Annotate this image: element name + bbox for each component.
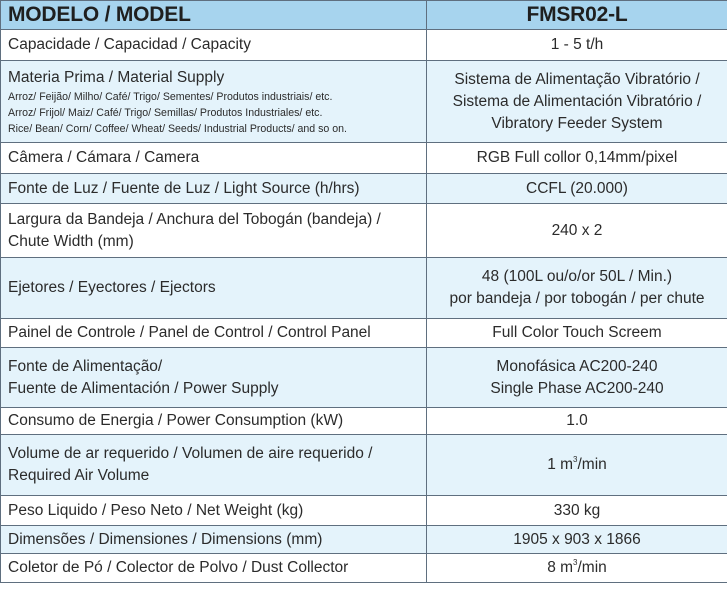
camera-value: RGB Full collor 0,14mm/pixel (427, 143, 727, 174)
row-panel (1, 319, 727, 348)
material-sub-en: Rice/ Bean/ Corn/ Coffee/ Wheat/ Seeds/ Industrial Products/ and so on. (8, 122, 347, 135)
power-value-line1: Monofásica AC200-240 (496, 357, 658, 375)
row-material (1, 61, 727, 143)
ejectors-value-line1: 48 (100L ou/o/or 50L / Min.) (481, 268, 673, 285)
row-consumption (1, 408, 727, 435)
ejectors-value-cell (427, 258, 727, 319)
row-ejectors (1, 258, 727, 319)
dust-label: Coletor de Pó / Colector de Polvo / Dust Collector (1, 554, 427, 583)
header-row (1, 1, 727, 30)
material-value-es: Sistema de Alimentación Vibratório / (452, 92, 702, 110)
material-cell (1, 61, 427, 143)
row-weight (1, 496, 727, 526)
weight-value: 330 kg (427, 496, 727, 526)
consumption-label: Consumo de Energia / Power Consumption (kW) (1, 408, 427, 435)
material-value-pt: Sistema de Alimentação Vibratório / (454, 70, 700, 88)
air-value-unit: /min (577, 456, 607, 473)
material-label: Materia Prima / Material Supply (8, 68, 225, 86)
material-value-en: Vibratory Feeder System (491, 114, 663, 132)
ejectors-value-line2: por bandeja / por tobogán / per chute (449, 290, 705, 307)
light-label: Fonte de Luz / Fuente de Luz / Light Source (h/hrs) (1, 174, 427, 204)
power-value-cell (427, 348, 727, 408)
row-air (1, 435, 727, 496)
dimensions-value: 1905 x 903 x 1866 (427, 526, 727, 554)
chute-value: 240 x 2 (427, 204, 727, 258)
material-value-cell (427, 61, 727, 143)
camera-label: Câmera / Cámara / Camera (1, 143, 427, 174)
row-power (1, 348, 727, 408)
dust-value-exponent: 3 (573, 557, 578, 567)
dimensions-label: Dimensões / Dimensiones / Dimensions (mm) (1, 526, 427, 554)
power-label-cell (1, 348, 427, 408)
air-value (427, 435, 727, 496)
chute-label-line2: Chute Width (mm) (8, 232, 134, 250)
model-header-label: MODELO / MODEL (1, 1, 427, 30)
panel-value: Full Color Touch Screem (427, 319, 727, 348)
ejectors-label: Ejetores / Eyectores / Ejectors (1, 258, 427, 319)
row-light (1, 174, 727, 204)
chute-label-cell (1, 204, 427, 258)
row-capacity (1, 30, 727, 61)
capacity-value: 1 - 5 t/h (427, 30, 727, 61)
light-value: CCFL (20.000) (427, 174, 727, 204)
dust-value-unit: /min (577, 559, 607, 576)
row-dust (1, 554, 727, 583)
weight-label: Peso Liquido / Peso Neto / Net Weight (kg) (1, 496, 427, 526)
power-label-line1: Fonte de Alimentação/ (8, 357, 163, 375)
material-sub-es: Arroz/ Frijol/ Maiz/ Café/ Trigo/ Semillas/ Produtos Industriales/ etc. (8, 106, 323, 119)
air-label-line2: Required Air Volume (8, 467, 150, 484)
air-label-line1: Volume de ar requerido / Volumen de aire requerido / (8, 445, 373, 462)
air-value-number: 1 m (547, 456, 574, 473)
row-dimensions (1, 526, 727, 554)
material-sub-pt: Arroz/ Feijão/ Milho/ Café/ Trigo/ Sementes/ Produtos industriais/ etc. (8, 90, 333, 103)
row-camera (1, 143, 727, 174)
panel-label: Painel de Controle / Panel de Control / Control Panel (1, 319, 427, 348)
consumption-value: 1.0 (427, 408, 727, 435)
dust-value (427, 554, 727, 583)
dust-value-number: 8 m (547, 559, 574, 576)
row-chute (1, 204, 727, 258)
air-label-cell (1, 435, 427, 496)
power-value-line2: Single Phase AC200-240 (490, 379, 664, 397)
chute-label-line1: Largura da Bandeja / Anchura del Tobogán (bandeja) / (8, 210, 381, 228)
capacity-label: Capacidade / Capacidad / Capacity (1, 30, 427, 61)
air-value-exponent: 3 (573, 454, 578, 464)
power-label-line2: Fuente de Alimentación / Power Supply (8, 379, 279, 397)
model-name: FMSR02-L (427, 1, 727, 30)
